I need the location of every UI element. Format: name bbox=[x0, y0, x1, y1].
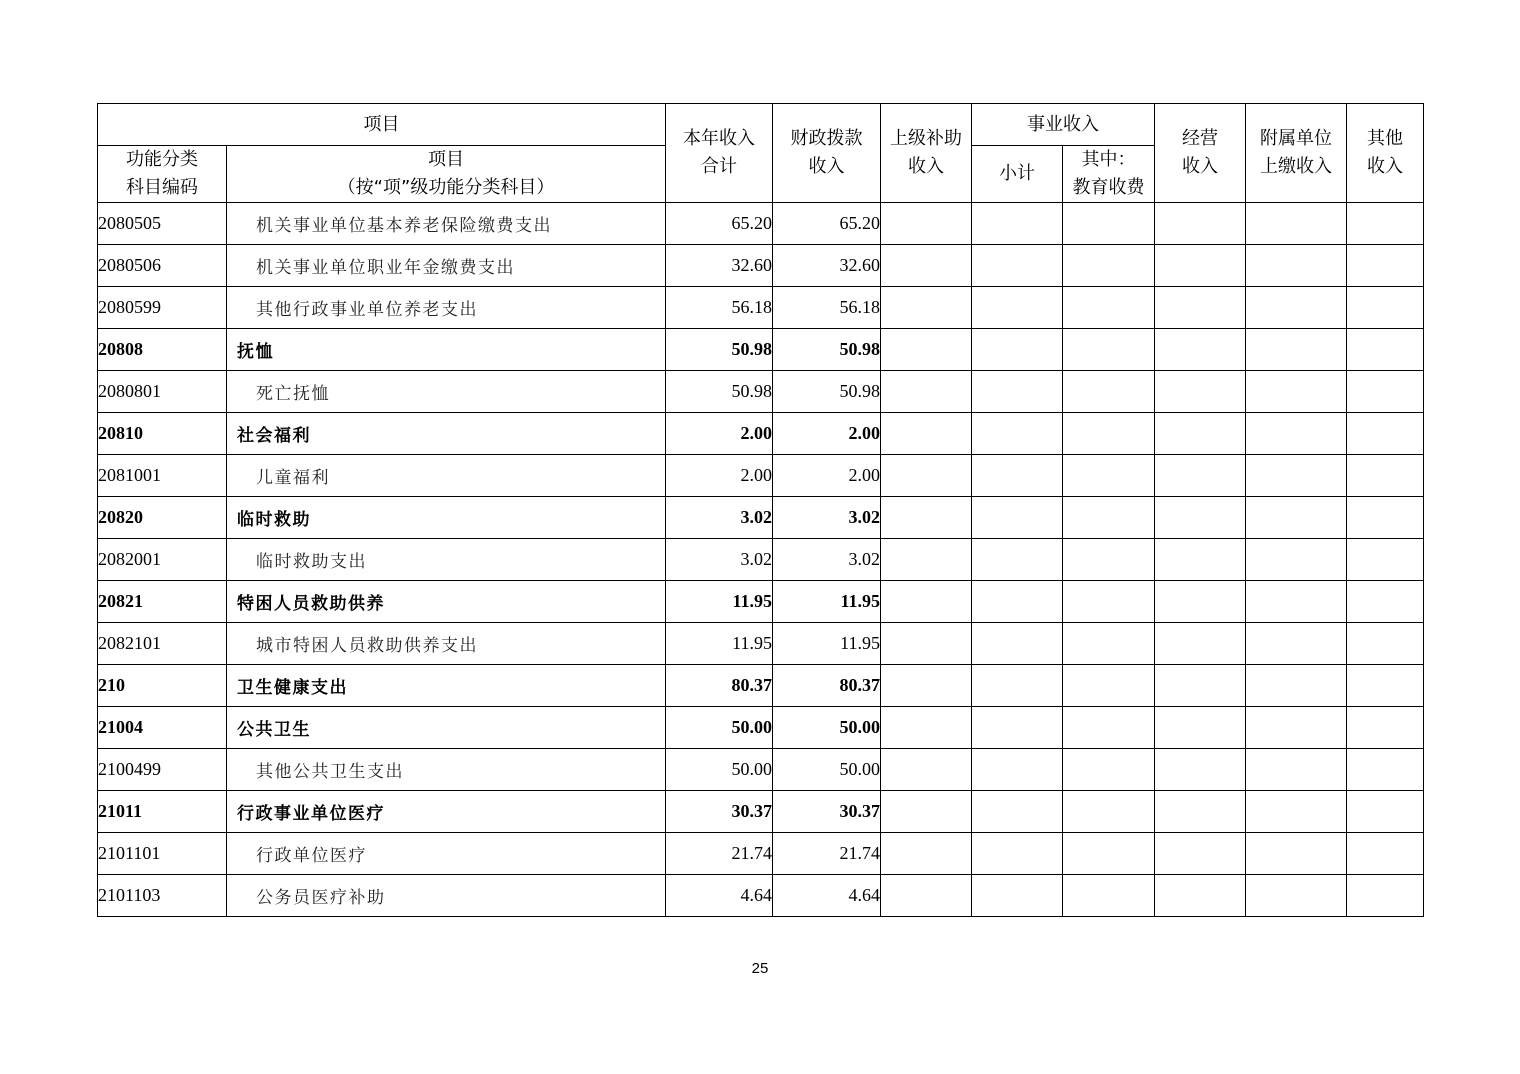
table-row bbox=[98, 581, 1424, 623]
operating-income-cell bbox=[1155, 623, 1246, 665]
code-cell: 21011 bbox=[98, 791, 227, 833]
education-fee-cell bbox=[1063, 497, 1155, 539]
table-row bbox=[98, 413, 1424, 455]
code-cell: 2080801 bbox=[98, 371, 227, 413]
other-income-cell bbox=[1347, 707, 1424, 749]
other-income-cell bbox=[1347, 245, 1424, 287]
fiscal-appropriation-cell: 50.98 bbox=[773, 371, 881, 413]
header-education-fee: 其中： 教育收费 bbox=[1063, 146, 1155, 203]
affiliated-income-cell bbox=[1246, 665, 1347, 707]
other-income-cell bbox=[1347, 581, 1424, 623]
superior-subsidy-cell bbox=[881, 455, 972, 497]
other-income-cell bbox=[1347, 287, 1424, 329]
superior-subsidy-cell bbox=[881, 497, 972, 539]
fiscal-appropriation-cell: 21.74 bbox=[773, 833, 881, 875]
total-income-cell: 56.18 bbox=[666, 287, 773, 329]
affiliated-income-cell bbox=[1246, 497, 1347, 539]
header-item-name: 项目 （按“项”级功能分类科目） bbox=[227, 146, 666, 203]
other-income-cell bbox=[1347, 413, 1424, 455]
superior-subsidy-cell bbox=[881, 203, 972, 245]
operating-income-cell bbox=[1155, 329, 1246, 371]
operating-income-cell bbox=[1155, 833, 1246, 875]
education-fee-cell bbox=[1063, 581, 1155, 623]
fiscal-appropriation-cell: 11.95 bbox=[773, 623, 881, 665]
affiliated-income-cell bbox=[1246, 371, 1347, 413]
total-income-cell: 2.00 bbox=[666, 413, 773, 455]
item-name-cell: 儿童福利 bbox=[227, 455, 666, 497]
superior-subsidy-cell bbox=[881, 371, 972, 413]
fiscal-appropriation-cell: 3.02 bbox=[773, 539, 881, 581]
education-fee-cell bbox=[1063, 203, 1155, 245]
fiscal-appropriation-cell: 56.18 bbox=[773, 287, 881, 329]
operating-income-cell bbox=[1155, 497, 1246, 539]
affiliated-income-cell bbox=[1246, 413, 1347, 455]
operating-income-cell bbox=[1155, 581, 1246, 623]
business-subtotal-cell bbox=[972, 329, 1063, 371]
code-cell: 2101103 bbox=[98, 875, 227, 917]
other-income-cell bbox=[1347, 497, 1424, 539]
table-row bbox=[98, 875, 1424, 917]
table-row bbox=[98, 329, 1424, 371]
total-income-cell: 50.98 bbox=[666, 371, 773, 413]
other-income-cell bbox=[1347, 833, 1424, 875]
item-name-cell: 城市特困人员救助供养支出 bbox=[227, 623, 666, 665]
operating-income-cell bbox=[1155, 413, 1246, 455]
business-subtotal-cell bbox=[972, 749, 1063, 791]
business-subtotal-cell bbox=[972, 875, 1063, 917]
item-name-cell: 临时救助 bbox=[227, 497, 666, 539]
operating-income-cell bbox=[1155, 203, 1246, 245]
superior-subsidy-cell bbox=[881, 413, 972, 455]
income-budget-table bbox=[97, 103, 1424, 917]
total-income-cell: 11.95 bbox=[666, 581, 773, 623]
total-income-cell: 21.74 bbox=[666, 833, 773, 875]
affiliated-income-cell bbox=[1246, 203, 1347, 245]
other-income-cell bbox=[1347, 623, 1424, 665]
education-fee-cell bbox=[1063, 287, 1155, 329]
table-row bbox=[98, 665, 1424, 707]
affiliated-income-cell bbox=[1246, 245, 1347, 287]
item-name-cell: 特困人员救助供养 bbox=[227, 581, 666, 623]
fiscal-appropriation-cell: 30.37 bbox=[773, 791, 881, 833]
item-name-cell: 卫生健康支出 bbox=[227, 665, 666, 707]
code-cell: 20821 bbox=[98, 581, 227, 623]
total-income-cell: 50.98 bbox=[666, 329, 773, 371]
education-fee-cell bbox=[1063, 665, 1155, 707]
item-name-cell: 其他公共卫生支出 bbox=[227, 749, 666, 791]
business-subtotal-cell bbox=[972, 497, 1063, 539]
item-name-cell: 其他行政事业单位养老支出 bbox=[227, 287, 666, 329]
code-cell: 21004 bbox=[98, 707, 227, 749]
affiliated-income-cell bbox=[1246, 875, 1347, 917]
header-business-income: 事业收入 bbox=[972, 104, 1155, 146]
table-row bbox=[98, 707, 1424, 749]
business-subtotal-cell bbox=[972, 581, 1063, 623]
code-cell: 20808 bbox=[98, 329, 227, 371]
table-header bbox=[98, 104, 1424, 203]
education-fee-cell bbox=[1063, 791, 1155, 833]
affiliated-income-cell bbox=[1246, 623, 1347, 665]
affiliated-income-cell bbox=[1246, 329, 1347, 371]
item-name-cell: 临时救助支出 bbox=[227, 539, 666, 581]
affiliated-income-cell bbox=[1246, 833, 1347, 875]
header-fiscal-appropriation: 财政拨款 收入 bbox=[773, 104, 881, 203]
affiliated-income-cell bbox=[1246, 791, 1347, 833]
total-income-cell: 80.37 bbox=[666, 665, 773, 707]
table-row bbox=[98, 455, 1424, 497]
other-income-cell bbox=[1347, 665, 1424, 707]
table-row bbox=[98, 539, 1424, 581]
table-row bbox=[98, 245, 1424, 287]
fiscal-appropriation-cell: 11.95 bbox=[773, 581, 881, 623]
education-fee-cell bbox=[1063, 875, 1155, 917]
item-name-cell: 死亡抚恤 bbox=[227, 371, 666, 413]
table-row bbox=[98, 203, 1424, 245]
fiscal-appropriation-cell: 50.98 bbox=[773, 329, 881, 371]
item-name-cell: 公务员医疗补助 bbox=[227, 875, 666, 917]
item-name-cell: 社会福利 bbox=[227, 413, 666, 455]
header-total-income: 本年收入 合计 bbox=[666, 104, 773, 203]
affiliated-income-cell bbox=[1246, 581, 1347, 623]
table-row bbox=[98, 497, 1424, 539]
operating-income-cell bbox=[1155, 791, 1246, 833]
fiscal-appropriation-cell: 3.02 bbox=[773, 497, 881, 539]
fiscal-appropriation-cell: 32.60 bbox=[773, 245, 881, 287]
code-cell: 20820 bbox=[98, 497, 227, 539]
business-subtotal-cell bbox=[972, 203, 1063, 245]
education-fee-cell bbox=[1063, 749, 1155, 791]
header-other-income: 其他 收入 bbox=[1347, 104, 1424, 203]
table-row bbox=[98, 287, 1424, 329]
code-cell: 2080505 bbox=[98, 203, 227, 245]
code-cell: 2080599 bbox=[98, 287, 227, 329]
education-fee-cell bbox=[1063, 623, 1155, 665]
superior-subsidy-cell bbox=[881, 581, 972, 623]
business-subtotal-cell bbox=[972, 413, 1063, 455]
other-income-cell bbox=[1347, 539, 1424, 581]
superior-subsidy-cell bbox=[881, 623, 972, 665]
superior-subsidy-cell bbox=[881, 245, 972, 287]
education-fee-cell bbox=[1063, 329, 1155, 371]
operating-income-cell bbox=[1155, 665, 1246, 707]
header-function-code: 功能分类 科目编码 bbox=[98, 146, 227, 203]
operating-income-cell bbox=[1155, 875, 1246, 917]
operating-income-cell bbox=[1155, 707, 1246, 749]
operating-income-cell bbox=[1155, 749, 1246, 791]
business-subtotal-cell bbox=[972, 791, 1063, 833]
business-subtotal-cell bbox=[972, 623, 1063, 665]
education-fee-cell bbox=[1063, 833, 1155, 875]
code-cell: 2081001 bbox=[98, 455, 227, 497]
fiscal-appropriation-cell: 80.37 bbox=[773, 665, 881, 707]
item-name-cell: 公共卫生 bbox=[227, 707, 666, 749]
header-operating-income: 经营 收入 bbox=[1155, 104, 1246, 203]
education-fee-cell bbox=[1063, 539, 1155, 581]
code-cell: 2101101 bbox=[98, 833, 227, 875]
fiscal-appropriation-cell: 50.00 bbox=[773, 707, 881, 749]
table-row bbox=[98, 371, 1424, 413]
superior-subsidy-cell bbox=[881, 875, 972, 917]
affiliated-income-cell bbox=[1246, 539, 1347, 581]
superior-subsidy-cell bbox=[881, 707, 972, 749]
operating-income-cell bbox=[1155, 245, 1246, 287]
operating-income-cell bbox=[1155, 371, 1246, 413]
business-subtotal-cell bbox=[972, 287, 1063, 329]
total-income-cell: 30.37 bbox=[666, 791, 773, 833]
item-name-cell: 行政事业单位医疗 bbox=[227, 791, 666, 833]
fiscal-appropriation-cell: 2.00 bbox=[773, 413, 881, 455]
superior-subsidy-cell bbox=[881, 287, 972, 329]
header-superior-subsidy: 上级补助 收入 bbox=[881, 104, 972, 203]
total-income-cell: 11.95 bbox=[666, 623, 773, 665]
affiliated-income-cell bbox=[1246, 707, 1347, 749]
operating-income-cell bbox=[1155, 539, 1246, 581]
code-cell: 2082101 bbox=[98, 623, 227, 665]
business-subtotal-cell bbox=[972, 455, 1063, 497]
operating-income-cell bbox=[1155, 287, 1246, 329]
business-subtotal-cell bbox=[972, 707, 1063, 749]
operating-income-cell bbox=[1155, 455, 1246, 497]
other-income-cell bbox=[1347, 875, 1424, 917]
education-fee-cell bbox=[1063, 455, 1155, 497]
superior-subsidy-cell bbox=[881, 749, 972, 791]
other-income-cell bbox=[1347, 329, 1424, 371]
header-affiliated-income: 附属单位 上缴收入 bbox=[1246, 104, 1347, 203]
business-subtotal-cell bbox=[972, 833, 1063, 875]
education-fee-cell bbox=[1063, 371, 1155, 413]
superior-subsidy-cell bbox=[881, 665, 972, 707]
total-income-cell: 65.20 bbox=[666, 203, 773, 245]
business-subtotal-cell bbox=[972, 539, 1063, 581]
header-subtotal: 小计 bbox=[972, 146, 1063, 203]
item-name-cell: 抚恤 bbox=[227, 329, 666, 371]
education-fee-cell bbox=[1063, 245, 1155, 287]
other-income-cell bbox=[1347, 371, 1424, 413]
total-income-cell: 3.02 bbox=[666, 497, 773, 539]
table-row bbox=[98, 791, 1424, 833]
fiscal-appropriation-cell: 2.00 bbox=[773, 455, 881, 497]
superior-subsidy-cell bbox=[881, 539, 972, 581]
fiscal-appropriation-cell: 50.00 bbox=[773, 749, 881, 791]
total-income-cell: 4.64 bbox=[666, 875, 773, 917]
table-row bbox=[98, 623, 1424, 665]
table-body bbox=[98, 203, 1424, 917]
code-cell: 2080506 bbox=[98, 245, 227, 287]
business-subtotal-cell bbox=[972, 245, 1063, 287]
code-cell: 2082001 bbox=[98, 539, 227, 581]
education-fee-cell bbox=[1063, 413, 1155, 455]
page-number: 25 bbox=[751, 960, 769, 977]
superior-subsidy-cell bbox=[881, 833, 972, 875]
code-cell: 210 bbox=[98, 665, 227, 707]
superior-subsidy-cell bbox=[881, 791, 972, 833]
affiliated-income-cell bbox=[1246, 287, 1347, 329]
total-income-cell: 2.00 bbox=[666, 455, 773, 497]
business-subtotal-cell bbox=[972, 371, 1063, 413]
affiliated-income-cell bbox=[1246, 749, 1347, 791]
total-income-cell: 50.00 bbox=[666, 707, 773, 749]
item-name-cell: 机关事业单位职业年金缴费支出 bbox=[227, 245, 666, 287]
affiliated-income-cell bbox=[1246, 455, 1347, 497]
fiscal-appropriation-cell: 4.64 bbox=[773, 875, 881, 917]
table-row bbox=[98, 833, 1424, 875]
item-name-cell: 行政单位医疗 bbox=[227, 833, 666, 875]
code-cell: 20810 bbox=[98, 413, 227, 455]
total-income-cell: 3.02 bbox=[666, 539, 773, 581]
other-income-cell bbox=[1347, 455, 1424, 497]
fiscal-appropriation-cell: 65.20 bbox=[773, 203, 881, 245]
other-income-cell bbox=[1347, 749, 1424, 791]
superior-subsidy-cell bbox=[881, 329, 972, 371]
education-fee-cell bbox=[1063, 707, 1155, 749]
total-income-cell: 50.00 bbox=[666, 749, 773, 791]
item-name-cell: 机关事业单位基本养老保险缴费支出 bbox=[227, 203, 666, 245]
other-income-cell bbox=[1347, 791, 1424, 833]
code-cell: 2100499 bbox=[98, 749, 227, 791]
business-subtotal-cell bbox=[972, 665, 1063, 707]
table-row bbox=[98, 749, 1424, 791]
other-income-cell bbox=[1347, 203, 1424, 245]
header-project: 项目 bbox=[98, 104, 666, 146]
total-income-cell: 32.60 bbox=[666, 245, 773, 287]
